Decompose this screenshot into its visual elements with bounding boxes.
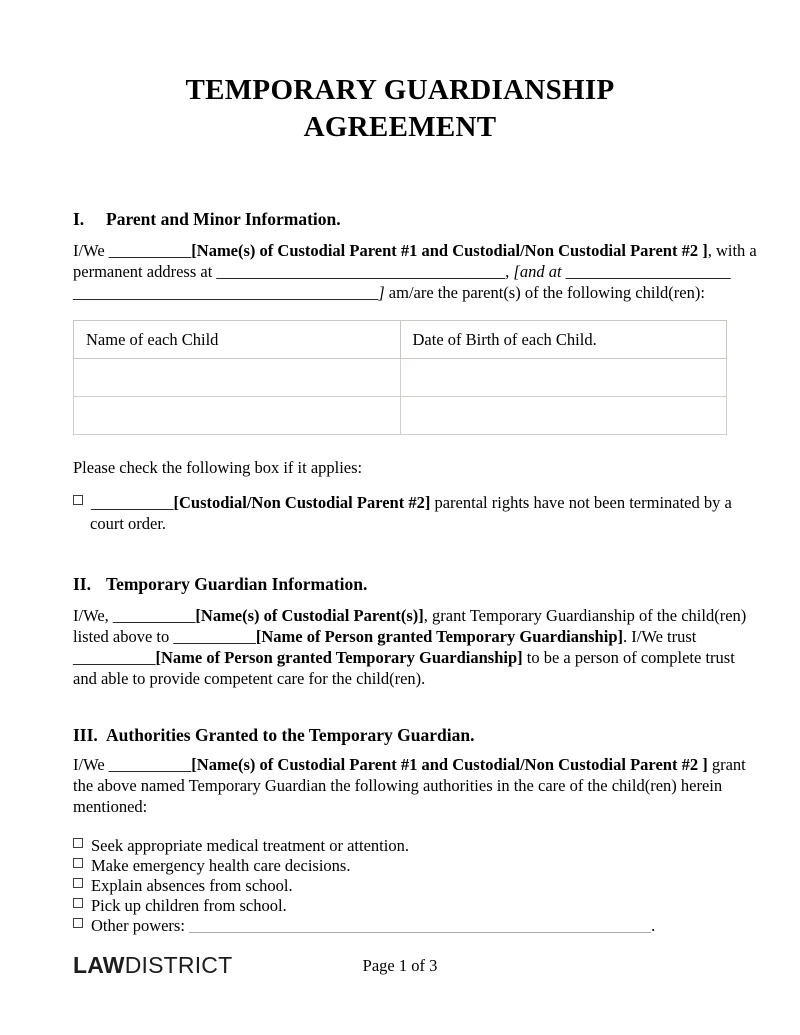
child-name-cell[interactable] [74, 397, 401, 435]
second-address-blank-1[interactable]: ____________________ [565, 262, 731, 281]
placeholder-bold-text: [Name(s) of Custodial Parent #1 and Custodial/Non Custodial Parent #2 ] [191, 241, 708, 260]
paragraph-line [73, 282, 727, 303]
guardian-name-blank-2[interactable]: __________ [73, 648, 156, 667]
children-table-row [74, 359, 727, 397]
address-blank[interactable]: ___________________________________ [216, 262, 506, 281]
section2-heading-text: Temporary Guardian Information. [106, 574, 368, 594]
body-text: , grant Temporary Guardianship of the child(ren) [423, 606, 747, 625]
checkbox-icon[interactable] [73, 495, 83, 505]
section2-number: II. [73, 574, 91, 594]
section3-heading [73, 724, 727, 746]
authority-label: Pick up children from school. [91, 896, 287, 915]
body-text: parental rights have not been terminated by a [430, 493, 732, 512]
placeholder-bold-text: [Name of Person granted Temporary Guardianship] [155, 648, 523, 667]
table-header-child-name: Name of each Child [74, 321, 401, 359]
placeholder-bold-text: [Name(s) of Custodial Parent(s)] [195, 606, 424, 625]
checkbox-icon[interactable] [73, 838, 83, 848]
check-prompt-text: Please check the following box if it applies: [73, 458, 363, 477]
parent-names-blank[interactable]: __________ [108, 241, 192, 260]
children-table-row [74, 397, 727, 435]
paragraph-line [73, 605, 747, 626]
paragraph-line [73, 754, 746, 775]
section3-number: III. [73, 725, 98, 745]
children-table-header-row [74, 321, 727, 359]
logo-district-text: DISTRICT [124, 952, 233, 978]
body-text: am/are the parent(s) of the following child(ren): [384, 283, 705, 302]
paragraph-line [73, 261, 731, 282]
paragraph-line: mentioned: [73, 797, 148, 816]
parental-rights-check-item [73, 492, 732, 534]
parent-names-blank-3[interactable]: __________ [108, 755, 192, 774]
section3-heading-text: Authorities Granted to the Temporary Guardian. [106, 725, 475, 745]
body-text: listed above to [73, 627, 174, 646]
authority-item [73, 876, 727, 896]
second-address-blank-2[interactable]: _____________________________________ [73, 283, 379, 302]
page-footer [73, 951, 727, 983]
checkbox-icon[interactable] [73, 858, 83, 868]
authority-item [73, 836, 727, 856]
table-header-date-of-birth: Date of Birth of each Child. [400, 321, 727, 359]
logo-law-text: LAW [73, 952, 125, 978]
child-name-cell[interactable] [74, 359, 401, 397]
other-powers-label: Other powers: [91, 916, 190, 935]
authority-item [73, 856, 727, 876]
body-text: I/We [73, 241, 109, 260]
body-text: . [651, 916, 656, 935]
section1-paragraph [73, 240, 757, 303]
body-text: grant [707, 755, 746, 774]
section1-number: I. [73, 209, 85, 229]
placeholder-italic-text: [and at [513, 262, 566, 281]
paragraph-line [73, 626, 727, 647]
parent-names-blank-2[interactable]: __________ [112, 606, 196, 625]
paragraph-line [73, 647, 735, 668]
child-dob-cell[interactable] [400, 359, 727, 397]
document-title-line1: TEMPORARY GUARDIANSHIP [185, 74, 615, 106]
placeholder-italic-text: ] [378, 283, 385, 302]
checkbox-icon[interactable] [73, 918, 83, 928]
section2-heading [73, 573, 727, 595]
authority-item-other-powers [73, 916, 727, 936]
checkbox-icon[interactable] [73, 878, 83, 888]
body-text: , with a [707, 241, 757, 260]
section1-heading [73, 208, 727, 230]
body-text: I/We [73, 755, 109, 774]
paragraph-line: the above named Temporary Guardian the following authorities in the care of the child(ren) herein [73, 776, 723, 795]
check-item-continuation: court order. [90, 514, 167, 533]
other-powers-blank[interactable]: ________________________________________________________ [189, 916, 652, 935]
authority-label: Explain absences from school. [91, 876, 293, 895]
guardian-name-blank-1[interactable]: __________ [173, 627, 256, 646]
placeholder-bold-text: [Custodial/Non Custodial Parent #2] [173, 493, 431, 512]
child-dob-cell[interactable] [400, 397, 727, 435]
paragraph-line [73, 240, 757, 261]
section3-paragraph [73, 754, 746, 817]
authority-label: Make emergency health care decisions. [91, 856, 351, 875]
children-table [73, 320, 727, 435]
placeholder-bold-text: [Name(s) of Custodial Parent #1 and Custodial/Non Custodial Parent #2 ] [191, 755, 708, 774]
checkbox-icon[interactable] [73, 898, 83, 908]
authorities-list [73, 836, 727, 936]
section2-paragraph [73, 605, 747, 689]
body-text: . I/We trust [622, 627, 697, 646]
paragraph-line: and able to provide competent care for the child(ren). [73, 669, 426, 688]
parent2-name-blank[interactable]: __________ [91, 493, 174, 512]
document-title-line2: AGREEMENT [303, 111, 497, 143]
body-text: I/We, [73, 606, 113, 625]
body-text: permanent address at [73, 262, 217, 281]
placeholder-bold-text: [Name of Person granted Temporary Guardianship] [255, 627, 623, 646]
page-number: Page 1 of 3 [362, 956, 438, 975]
section1-heading-text: Parent and Minor Information. [106, 209, 341, 229]
body-text: to be a person of complete trust [522, 648, 735, 667]
paragraph-line [73, 492, 732, 513]
authority-item [73, 896, 727, 916]
body-text: , [505, 262, 514, 281]
authority-label: Seek appropriate medical treatment or attention. [91, 836, 409, 855]
document-title [73, 72, 727, 146]
